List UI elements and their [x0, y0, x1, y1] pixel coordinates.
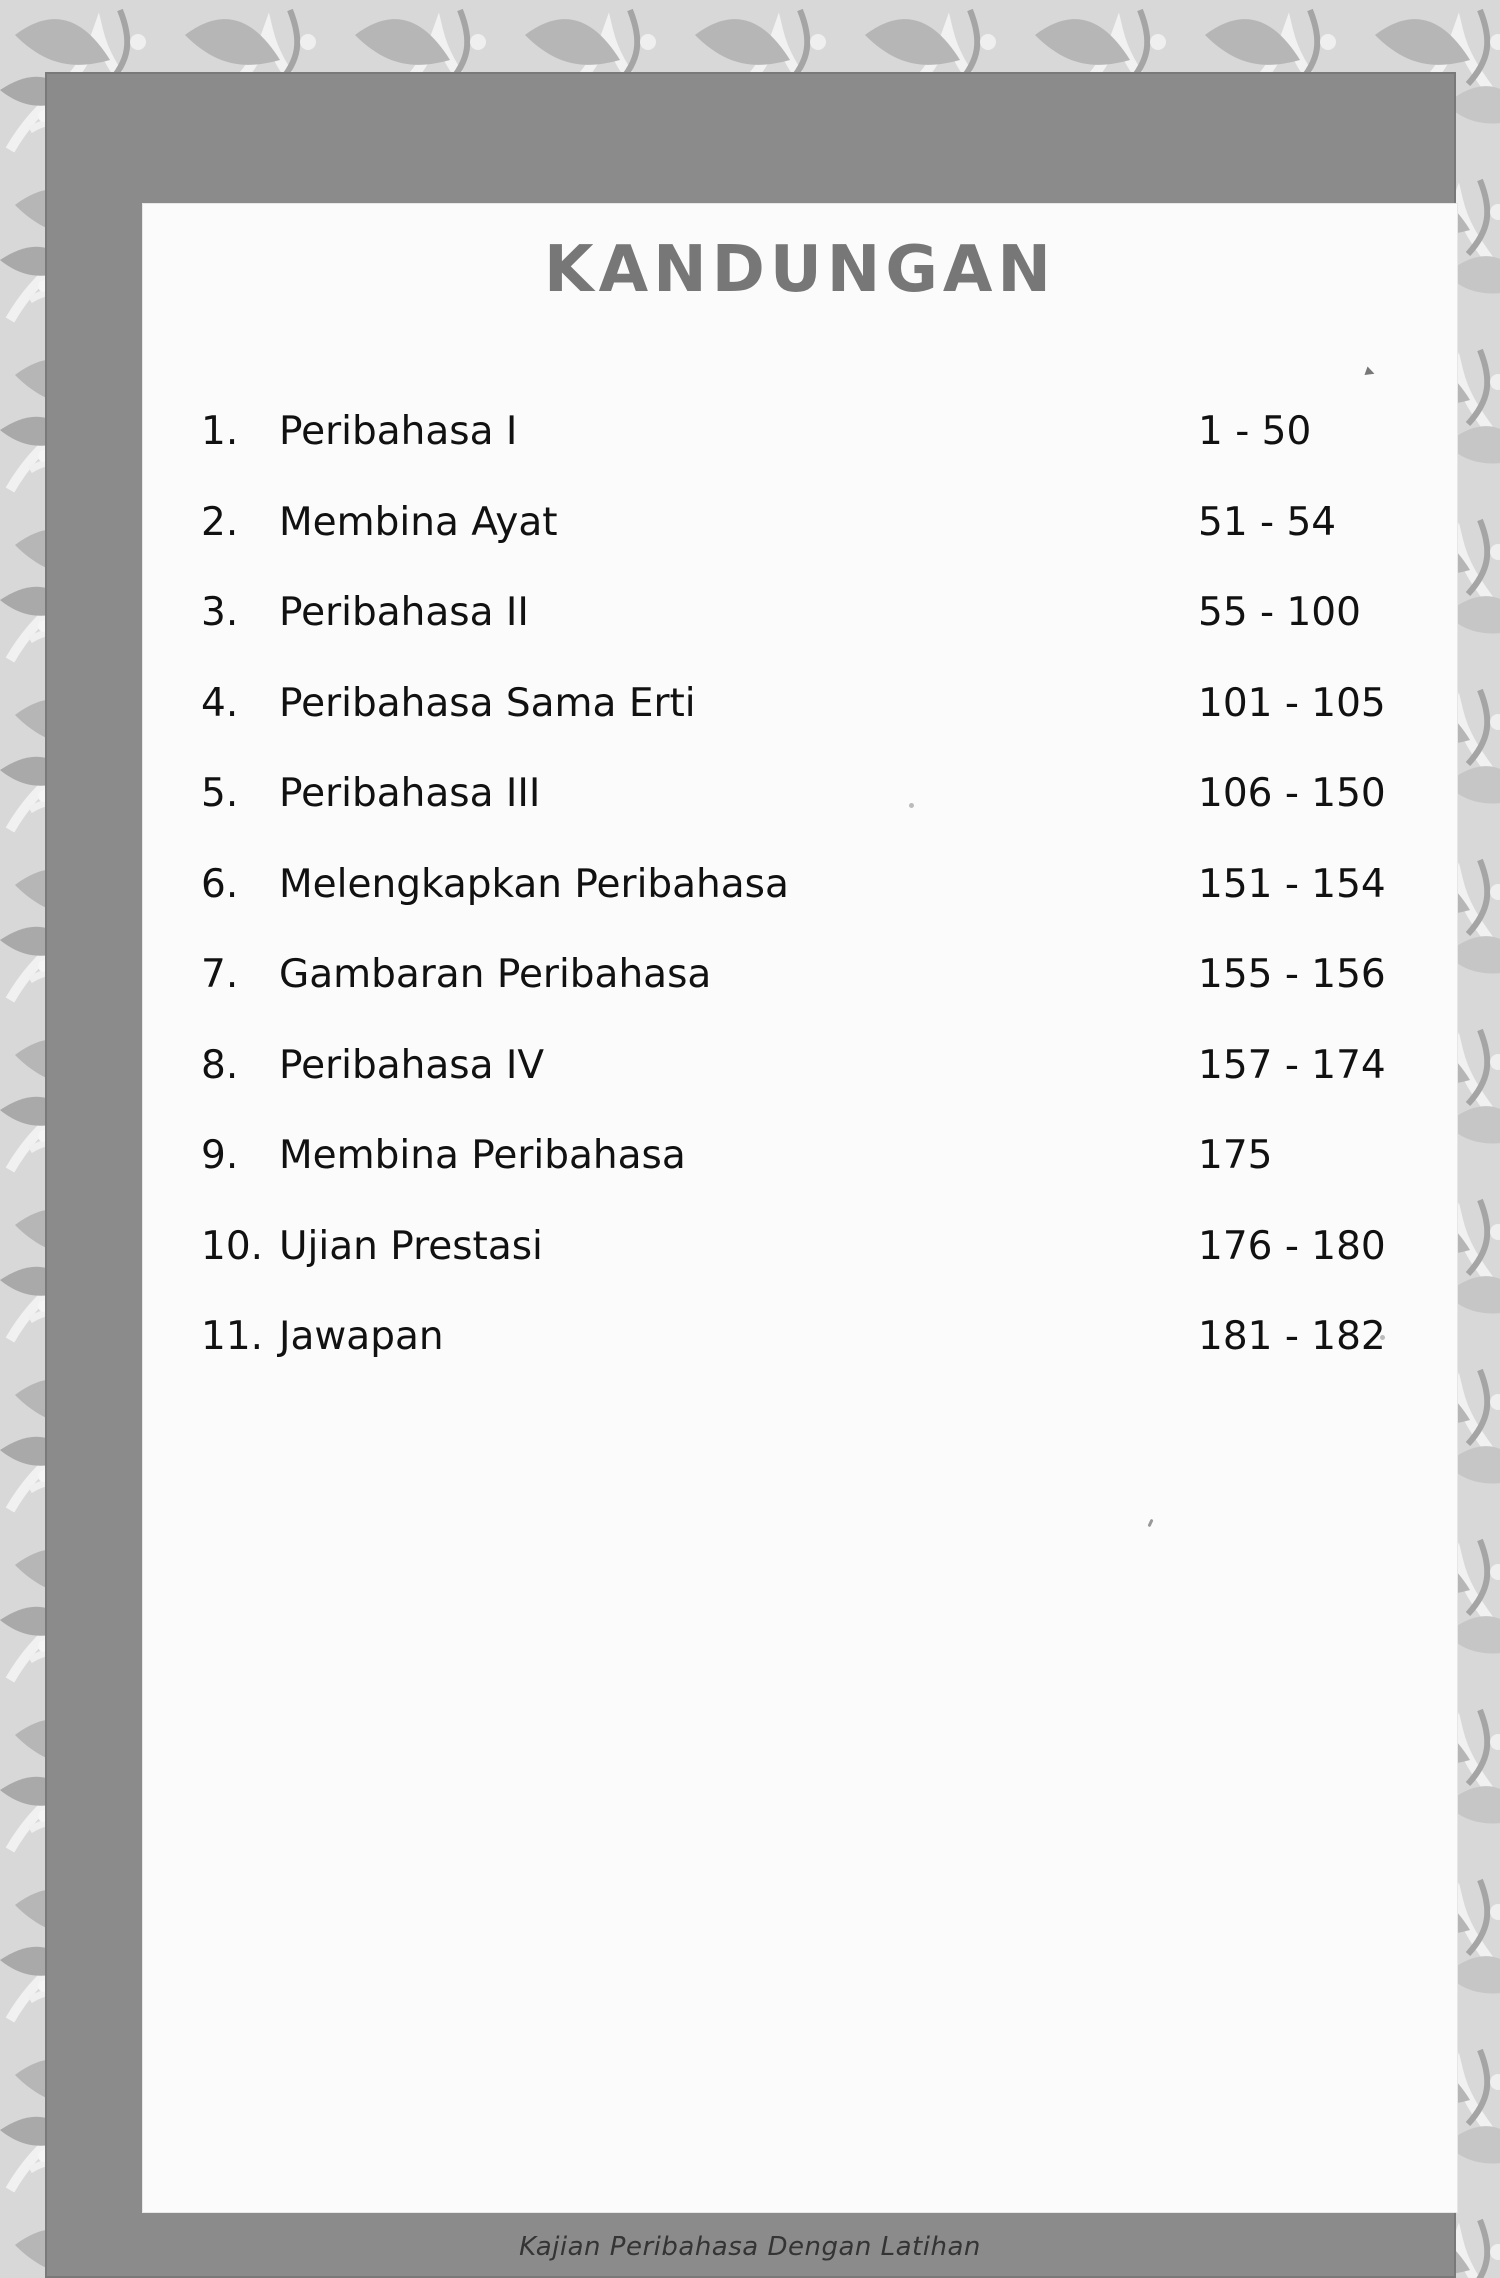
toc-entry	[201, 1111, 1381, 1202]
entry-pages: 106 - 150	[1198, 771, 1386, 816]
entry-number: 11.	[201, 1314, 264, 1359]
toc-entry	[201, 1202, 1386, 1293]
entry-pages: 101 - 105	[1198, 680, 1386, 726]
entry-number: 6.	[201, 861, 239, 907]
entry-number: 2.	[201, 499, 239, 545]
entry-title: Peribahasa I	[279, 409, 518, 454]
entry-pages: 157 - 174	[1198, 1042, 1386, 1088]
entry-pages: 176 - 180	[1198, 1223, 1386, 1269]
entry-number: 4.	[201, 680, 239, 726]
entry-number: 5.	[201, 771, 239, 816]
toc-entry	[201, 1021, 1386, 1112]
entry-number: 10.	[201, 1223, 264, 1269]
entry-pages: 181 - 182	[1198, 1314, 1386, 1359]
table-of-contents-panel	[142, 203, 1458, 2213]
entry-title: Peribahasa Sama Erti	[279, 680, 696, 726]
toc-entry	[201, 568, 1381, 659]
entry-number: 1.	[201, 409, 239, 454]
table-of-contents-list	[201, 387, 1386, 1383]
entry-title: Peribahasa III	[279, 771, 541, 816]
entry-number: 3.	[201, 590, 239, 635]
entry-title: Melengkapkan Peribahasa	[279, 861, 789, 907]
gray-frame	[45, 72, 1456, 2278]
toc-entry	[201, 1292, 1386, 1383]
entry-pages: 155 - 156	[1198, 952, 1386, 997]
entry-pages: 151 - 154	[1198, 861, 1386, 907]
entry-title: Membina Peribahasa	[279, 1133, 686, 1178]
toc-entry	[201, 478, 1381, 569]
footer-title: Kajian Peribahasa Dengan Latihan	[519, 2232, 981, 2262]
entry-pages: 55 - 100	[1198, 590, 1361, 635]
toc-entry	[201, 659, 1386, 750]
entry-title: Peribahasa II	[279, 590, 529, 635]
small-mark: ▸	[1362, 360, 1379, 383]
toc-entry	[201, 749, 1386, 840]
scan-mark	[1147, 1519, 1153, 1528]
entry-pages: 51 - 54	[1198, 499, 1337, 545]
entry-title: Membina Ayat	[279, 499, 558, 545]
toc-entry	[201, 387, 1381, 478]
entry-title: Ujian Prestasi	[279, 1223, 543, 1269]
entry-number: 8.	[201, 1042, 239, 1088]
entry-number: 9.	[201, 1133, 239, 1178]
entry-title: Peribahasa IV	[279, 1042, 545, 1088]
entry-title: Jawapan	[279, 1314, 444, 1359]
entry-pages: 1 - 50	[1198, 409, 1312, 454]
entry-number: 7.	[201, 952, 239, 997]
page-title: KANDUNGAN	[544, 233, 1056, 307]
entry-title: Gambaran Peribahasa	[279, 952, 712, 997]
toc-entry	[201, 930, 1386, 1021]
toc-entry	[201, 840, 1386, 931]
entry-pages: 175	[1198, 1133, 1273, 1178]
